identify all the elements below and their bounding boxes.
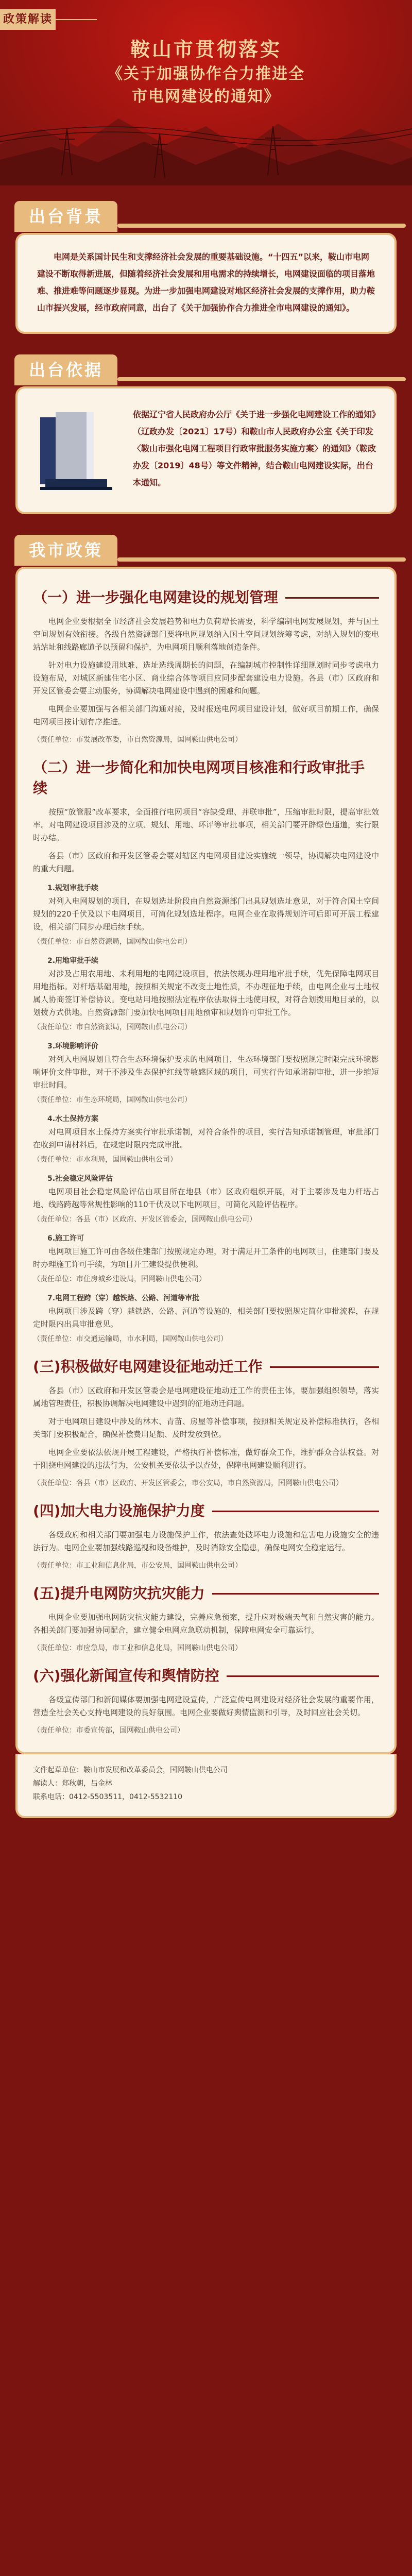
basis-card — [15, 386, 397, 514]
policy-part-title: （二）进一步简化和加快电网项目核准和行政审批手续 — [33, 759, 365, 796]
contact-phone: 联系电话：0412-5503511，0412-5532110 — [33, 1793, 183, 1801]
section-basis-title: 出台依据 — [28, 360, 103, 380]
policy-paragraph: 电网企业要根据全市经济社会发展趋势和电力负荷增长需要，科学编制电网发展规划，并与国土空间规划有效衔接。各级自然资源部门要将电网规划纳入国土空间规划统筹考虑，对纳入规划的变电站站址和线路廊道予以预留和保护，为电网项目顺利落地创造条件。 — [33, 617, 379, 652]
responsible-unit: （责任单位：各县（市）区政府、开发区管委会，市公安局，市自然资源局，国网鞍山供电公司） — [33, 1479, 343, 1487]
policy-item-text: 电网项目施工许可由各级住建部门按照规定办理，对于满足开工条件的电网项目，住建部门要及时办理施工许可手续，为项目开工建设提供便利。 — [33, 1247, 379, 1269]
responsible-unit: （责任单位：市生态环境局，国网鞍山供电公司） — [33, 1096, 192, 1104]
policy-paragraph: 电网企业要依法依规开展工程建设，严格执行补偿标准，做好群众工作，维护群众合法权益。对于阻挠电网建设的违法行为，公安机关要依法予以查处，保障电网建设顺利进行。 — [33, 1448, 379, 1470]
tag-line — [56, 19, 97, 20]
policy-item-text: 电网项目社会稳定风险评估由项目所在地县（市）区政府组织开展，对于主要涉及电力杆塔占地、线路跨越等常规性影响的110千伏及以下电网项目，可简化风险评估程序。 — [33, 1187, 379, 1209]
policy-item-title: 1.规划审批手续 — [47, 884, 99, 892]
policy-paragraph: 各县（市）区政府和开发区管委会是电网建设征地动迁工作的责任主体，要加强组织领导，落实属地管理责任，积极协调解决电网建设中遇到的征地动迁问题。 — [33, 1386, 379, 1408]
responsible-unit: （责任单位：市工业和信息化局，市公安局，国网鞍山供电公司） — [33, 1562, 242, 1570]
responsible-unit: （责任单位：市发展改革委，市自然资源局，国网鞍山供电公司） — [33, 736, 242, 744]
page-title — [0, 36, 412, 108]
section-basis-heading — [14, 354, 117, 385]
policy-item-text: 电网项目涉及跨（穿）越铁路、公路、河道等设施的，相关部门要按照规定简化审批流程，在规定时限内出具审批意见。 — [33, 1307, 379, 1329]
policy-item-text: 对涉及占用农用地、未利用地的电网建设项目，依法依规办理用地审批手续，优先保障电网项目用地指标。对杆塔基础用地，按照相关规定不改变土地性质，不办理征地手续，由电网企业与土地权属人协商签订补偿协议。变电站用地按照法定程序依法取得土地使用权，对符合划拨用地目录的，以划拨方式供地。自然资源部门要加快电网项目用地预审和规划许可审批工作。 — [33, 969, 379, 1017]
policy-item-text: 对列入电网规划的项目，在规划选址阶段由自然资源部门出具规划选址意见，对于符合国土空间规划的220千伏及以下电网项目，可简化规划选址程序。电网企业在取得规划许可后即可开展工程建设，相关部门同步办理后续手续。 — [33, 896, 379, 931]
responsible-unit: （责任单位：市水利局，国网鞍山供电公司） — [33, 1156, 177, 1164]
policy-part-heading — [33, 1501, 379, 1521]
responsible-unit: （责任单位：市自然资源局，国网鞍山供电公司） — [33, 1023, 192, 1031]
policy-tag: 政策解读 — [0, 9, 56, 30]
part-title-underline — [285, 597, 379, 599]
policy-paragraph: 对于电网项目建设中涉及的林木、青苗、房屋等补偿事项，按照相关规定及补偿标准执行，各相关部门要积极配合，确保补偿费用足额、及时发放到位。 — [33, 1417, 379, 1439]
policy-item-title: 5.社会稳定风险评估 — [47, 1175, 113, 1183]
policy-part-heading — [33, 1583, 379, 1604]
policy-part-title: (三)积极做好电网建设征地动迁工作 — [33, 1358, 263, 1375]
part-title-underline — [227, 1675, 379, 1677]
policy-paragraph: 各级政府和相关部门要加强电力设施保护工作，依法查处破坏电力设施和危害电力设施安全的违法行为。电网企业要加强线路巡视和设备维护，及时消除安全隐患，确保电网安全稳定运行。 — [33, 1530, 379, 1552]
section-policy-title: 我市政策 — [28, 540, 103, 560]
section-policy-heading — [14, 535, 117, 566]
hero-banner — [0, 0, 412, 185]
policy-part-heading — [33, 587, 379, 608]
responsible-unit: （责任单位：市委宣传部，国网鞍山供电公司） — [33, 1726, 184, 1735]
policy-part-heading — [33, 757, 379, 799]
policy-part-title: (五)提升电网防灾抗灾能力 — [33, 1585, 205, 1602]
title-line-1: 鞍山市贯彻落实 — [130, 38, 282, 61]
policy-item-title: 4.水土保持方案 — [47, 1115, 99, 1123]
policy-item-title: 3.环境影响评价 — [47, 1042, 99, 1050]
responsible-unit: （责任单位：市住房城乡建设局，国网鞍山供电公司） — [33, 1275, 206, 1283]
responsible-unit: （责任单位：各县（市）区政府、开发区管委会，国网鞍山供电公司） — [33, 1215, 256, 1224]
drafting-unit: 文件起草单位：鞍山市发展和改革委员会，国网鞍山供电公司 — [33, 1766, 228, 1774]
policy-paragraph: 电网企业要加强与各相关部门沟通对接，及时报送电网项目建设计划，做好项目前期工作，确保电网项目按计划有序推进。 — [33, 704, 379, 726]
policy-item-title: 6.施工许可 — [47, 1234, 84, 1243]
heading-underline — [117, 377, 406, 381]
policy-part-heading — [33, 1666, 379, 1686]
background-card — [15, 233, 397, 334]
mountain-illustration — [0, 98, 412, 185]
policy-part-title: (六)强化新闻宣传和舆情防控 — [33, 1667, 219, 1684]
title-line-2: 《关于加强协作合力推进全 — [107, 65, 305, 83]
policy-paragraph: 电网企业要加强电网防灾抗灾能力建设，完善应急预案，提升应对极端天气和自然灾害的能力。各相关部门要加强协同配合，建立健全电网应急联动机制，保障电网安全可靠运行。 — [33, 1613, 379, 1635]
policy-paragraph: 各级宣传部门和新闻媒体要加强电网建设宣传，广泛宣传电网建设对经济社会发展的重要作用，营造全社会关心支持电网建设的良好氛围。电网企业要做好舆情监测和引导，及时回应社会关切。 — [33, 1695, 379, 1717]
section-background-title: 出台背景 — [28, 207, 103, 226]
policy-card — [15, 567, 397, 1754]
policy-part-heading — [33, 1357, 379, 1377]
part-title-underline — [270, 1366, 379, 1368]
heading-underline — [117, 557, 406, 562]
background-text: 电网是关系国计民生和支撑经济社会发展的重要基础设施。“十四五”以来，鞍山市电网建设不断取得新进展，但随着经济社会发展和用电需求的持续增长，电网建设面临的项目落地难、推进难等问题逐步显现。为进一步加强电网建设对地区经济社会发展的支撑作用，助力鞍山市振兴发展，经市政府同意，出台了《关于加强协作合力推进全市电网建设的通知》。 — [37, 252, 375, 313]
responsible-unit: （责任单位：市应急局，市工业和信息化局，国网鞍山供电公司） — [33, 1644, 242, 1652]
title-line-3: 市电网建设的通知》 — [132, 88, 280, 106]
policy-paragraph: 各县（市）区政府和开发区管委会要对辖区内电网项目建设实施统一领导，协调解决电网建设中的重大问题。 — [33, 851, 379, 873]
policy-item-text: 对电网项目水土保持方案实行审批承诺制，对符合条件的项目，实行告知承诺制管理，审批部门在收到申请材料后，在规定时限内完成审批。 — [33, 1127, 379, 1149]
policy-item-text: 对列入电网规划且符合生态环境保护要求的电网项目，生态环境部门要按照规定时限完成环境影响评价文件审批，对于不涉及生态保护红线等敏感区域的项目，可实行告知承诺制审批，进一步缩短审批时间。 — [33, 1055, 379, 1090]
part-title-underline — [212, 1593, 379, 1595]
responsible-unit: （责任单位：市自然资源局，国网鞍山供电公司） — [33, 938, 192, 946]
policy-part-title: （一）进一步强化电网建设的规划管理 — [33, 589, 279, 606]
books-illustration — [35, 402, 123, 495]
section-background-heading — [14, 201, 117, 232]
policy-item-title: 2.用地审批手续 — [47, 957, 99, 965]
footer-card — [15, 1754, 397, 1818]
policy-part-title: (四)加大电力设施保护力度 — [33, 1502, 205, 1519]
policy-item-title: 7.电网工程跨（穿）越铁路、公路、河道等审批 — [47, 1294, 200, 1302]
basis-text: 依据辽宁省人民政府办公厅《关于进一步强化电网建设工作的通知》（辽政办发〔2021〕17号）和鞍山市人民政府办公室《关于印发〈鞍山市强化电网工程项目行政审批服务实施方案〉的通知》（鞍政办发〔2019〕48号）等文件精神，结合鞍山电网建设实际，出台本通知。 — [133, 409, 376, 487]
part-title-underline — [212, 1511, 379, 1512]
policy-paragraph: 针对电力设施建设用地难、选址选线周期长的问题，在编制城市控制性详细规划时同步考虑电力设施布局，对城区新建住宅小区、商业综合体等项目应同步配套建设电力设施。各县（市）区政府和开发区管委会要主动服务，协调解决电网建设中遇到的困难和问题。 — [33, 660, 379, 696]
policy-paragraph: 按照“放管服”改革要求，全面推行电网项目“容缺受理、并联审批”，压缩审批时限，提高审批效率。对电网建设项目涉及的立项、规划、用地、环评等审批事项，相关部门要开辟绿色通道，实行限时办结。 — [33, 807, 379, 842]
interpreter: 解读人：郑秋朝，吕金林 — [33, 1780, 112, 1788]
heading-underline — [117, 224, 406, 228]
responsible-unit: （责任单位：市交通运输局，市水利局，国网鞍山供电公司） — [33, 1335, 228, 1343]
